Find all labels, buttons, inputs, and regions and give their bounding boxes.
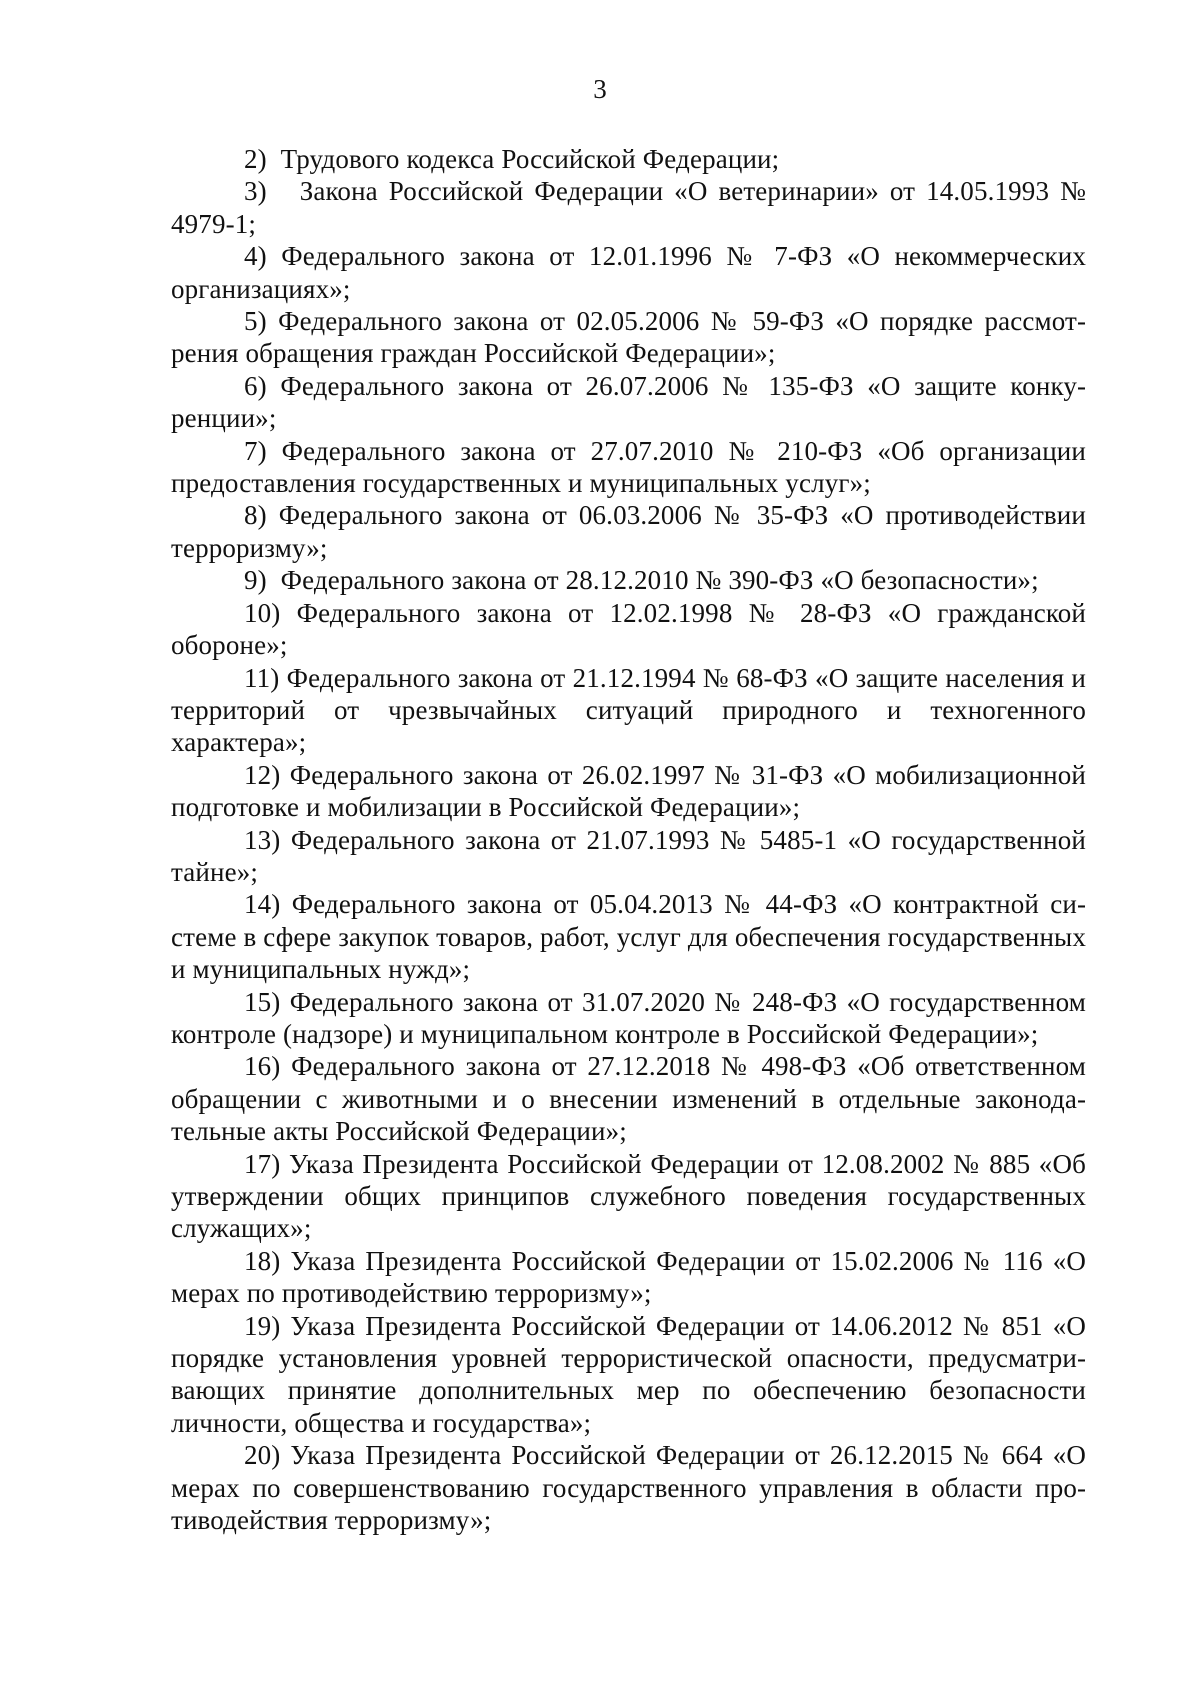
list-item: 19) Указа Президента Российской Федерации от 14.06.2012 № 851 «О порядке установления уровней террористической опасности, предусматривающих принятие дополнительных мер по обеспечению безопасности личности, общества и государства»;	[171, 1310, 1086, 1438]
list-item: 18) Указа Президента Российской Федерации от 15.02.2006 № 116 «О мерах по противодействию терроризму»;	[171, 1245, 1086, 1309]
list-item: 14) Федерального закона от 05.04.2013 № 44-ФЗ «О контрактной системе в сфере закупок товаров, работ, услуг для обеспечения государственных и муниципальных нужд»;	[171, 889, 1086, 985]
page-number: 3	[593, 74, 607, 104]
list-item: 11) Федерального закона от 21.12.1994 № 68-ФЗ «О защите населения и территорий от чрезвычайных ситуаций природного и техногенного характера»;	[171, 662, 1086, 758]
list-item: 12) Федерального закона от 26.02.1997 № 31-ФЗ «О мобилизационной подготовке и мобилизации в Российской Федерации»;	[171, 759, 1086, 823]
list-item: 10) Федерального закона от 12.02.1998 № 28-ФЗ «О гражданской обороне»;	[171, 597, 1086, 661]
list-item: 7) Федерального закона от 27.07.2010 № 210-ФЗ «Об организации предоставления государственных и муниципальных услуг»;	[171, 435, 1086, 499]
list-item: 3) Закона Российской Федерации «О ветеринарии» от 14.05.1993 № 4979-1;	[171, 176, 1086, 239]
list-item: 2) Трудового кодекса Российской Федерации;	[244, 144, 780, 174]
list-item: 16) Федерального закона от 27.12.2018 № 498-ФЗ «Об ответственном обращении с животными и о внесении изменений в отдельные законодательные акты Российской Федерации»;	[171, 1051, 1086, 1147]
list-item: 15) Федерального закона от 31.07.2020 № 248-ФЗ «О государственном контроле (надзоре) и муниципальном контроле в Российской Федерации»;	[171, 986, 1086, 1049]
list-item: 8) Федерального закона от 06.03.2006 № 35-ФЗ «О противодействии терроризму»;	[171, 500, 1086, 563]
list-item: 20) Указа Президента Российской Федерации от 26.12.2015 № 664 «О мерах по совершенствованию государственного управления в области противодействия терроризму»;	[171, 1440, 1086, 1536]
list-item: 9) Федерального закона от 28.12.2010 № 390-ФЗ «О безопасности»;	[244, 565, 1039, 596]
list-item: 13) Федерального закона от 21.07.1993 № 5485-1 «О государственной тайне»;	[171, 824, 1086, 887]
list-item: 6) Федерального закона от 26.07.2006 № 135-ФЗ «О защите конкуренции»;	[171, 370, 1086, 434]
legal-basis-list	[171, 143, 1086, 1536]
list-item: 5) Федерального закона от 02.05.2006 № 59-ФЗ «О порядке рассмотрения обращения граждан Российской Федерации»;	[171, 306, 1086, 369]
list-item: 4) Федерального закона от 12.01.1996 № 7-ФЗ «О некоммерческих организациях»;	[171, 241, 1086, 304]
list-item: 17) Указа Президента Российской Федерации от 12.08.2002 № 885 «Об утверждении общих принципов служебного поведения государственных служащих»;	[171, 1148, 1086, 1244]
